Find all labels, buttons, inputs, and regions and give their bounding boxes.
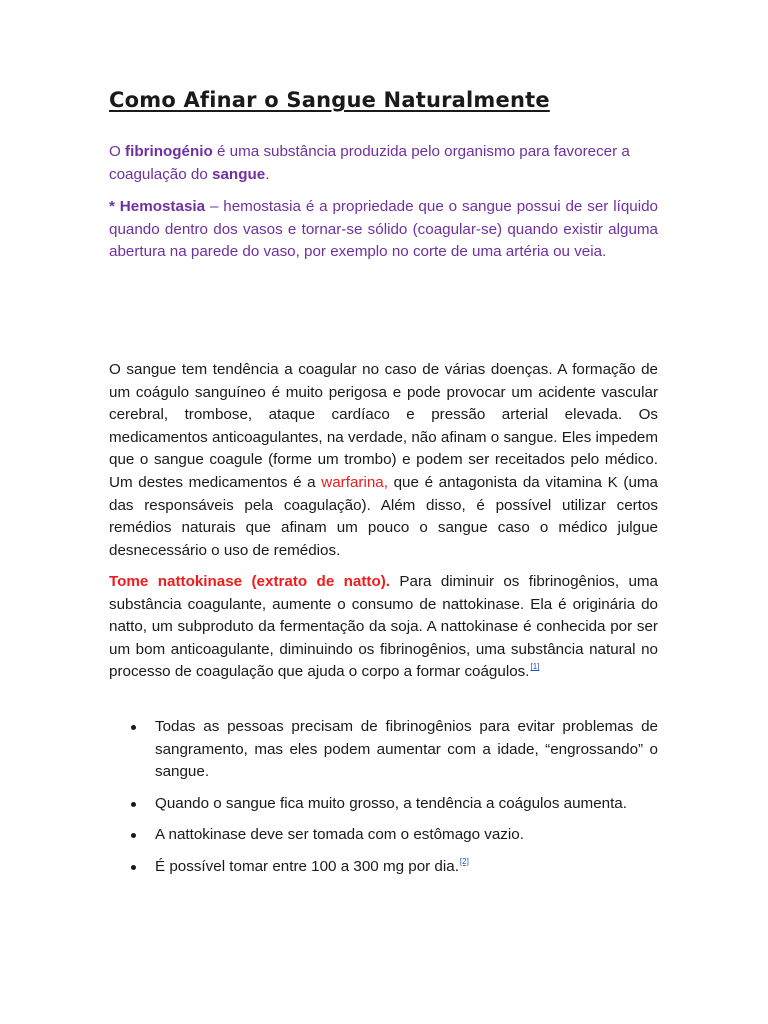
list-item xyxy=(109,716,658,784)
list-item-text: É possível tomar entre 100 a 300 mg por dia. xyxy=(155,857,459,875)
text-span: O xyxy=(109,143,126,160)
term-fibrinogenio: fibrinogénio xyxy=(125,143,213,160)
bullet-icon xyxy=(131,802,136,807)
text-span: O sangue tem tendência a coagular no caso de várias doenças. A formação de um coágulo sanguíneo é muito perigosa e pode provocar um acidente vascular cerebral, trombose, ataque cardíaco e pressão arterial elevada. Os medicamentos anticoagulantes, na verdade, não afinam o sangue. Eles impedem que o sangue coagule (forme um trombo) e podem ser receitados pelo médico. Um destes medicamentos é a xyxy=(109,361,658,491)
list-item-text: Quando o sangue fica muito grosso, a tendência a coágulos aumenta. xyxy=(155,794,627,812)
list-item xyxy=(109,824,658,847)
term-sangue: sangue xyxy=(212,165,266,183)
highlight-warfarina: warfarina, xyxy=(321,473,388,491)
definition-paragraph xyxy=(109,141,658,186)
list-item xyxy=(109,793,658,816)
tips-list xyxy=(109,716,658,888)
page-title: Como Afinar o Sangue Naturalmente xyxy=(109,88,550,112)
text-span: Para diminuir os fibrinogênios, uma substância coagulante, aumente o consumo de nattokinase. Ela é originária do natto, um subproduto da fermentação da soja. A nattokinase é conhecida por ser um bom anticoagulante, diminuindo os fibrinogênios, uma substância natural no processo de coagulação que ajuda o corpo a formar coágulos. xyxy=(109,573,658,681)
term-hemostasia: * Hemostasia xyxy=(109,198,206,215)
bullet-icon xyxy=(131,725,136,730)
footnote-ref xyxy=(530,662,539,671)
footnote-link-1[interactable]: [1] xyxy=(530,662,540,672)
text-span: que é antagonista da vitamina K (uma das responsáveis pela coagulação). Além disso, é possível utilizar certos remédios naturais que afinam um pouco o sangue caso o médico julgue desnecessário o uso de remédios. xyxy=(109,473,658,559)
step-heading: Tome nattokinase (extrato de natto). xyxy=(109,573,391,590)
list-item xyxy=(109,856,658,879)
bullet-icon xyxy=(131,833,136,838)
footnote-ref xyxy=(460,857,469,866)
bullet-icon xyxy=(131,865,136,870)
list-item-text: A nattokinase deve ser tomada com o estômago vazio. xyxy=(155,826,524,844)
list-item-text: Todas as pessoas precisam de fibrinogênios para evitar problemas de sangramento, mas eles podem aumentar com a idade, “engrossando” o sangue. xyxy=(155,718,658,781)
nattokinase-paragraph xyxy=(109,571,658,684)
text-span: é uma substância produzida pelo organismo para favorecer a coagulação do xyxy=(109,143,630,183)
body-paragraph xyxy=(109,359,658,562)
text-span: – hemostasia é a propriedade que o sangue possui de ser líquido quando dentro dos vasos e tornar-se sólido (coagular-se) quando existir alguma abertura na parede do vaso, por exemplo no corte de uma artéria ou veia. xyxy=(109,198,658,261)
footnote-link-2[interactable]: [2] xyxy=(459,856,469,866)
text-span: . xyxy=(265,165,270,183)
hemostasia-paragraph xyxy=(109,196,658,264)
